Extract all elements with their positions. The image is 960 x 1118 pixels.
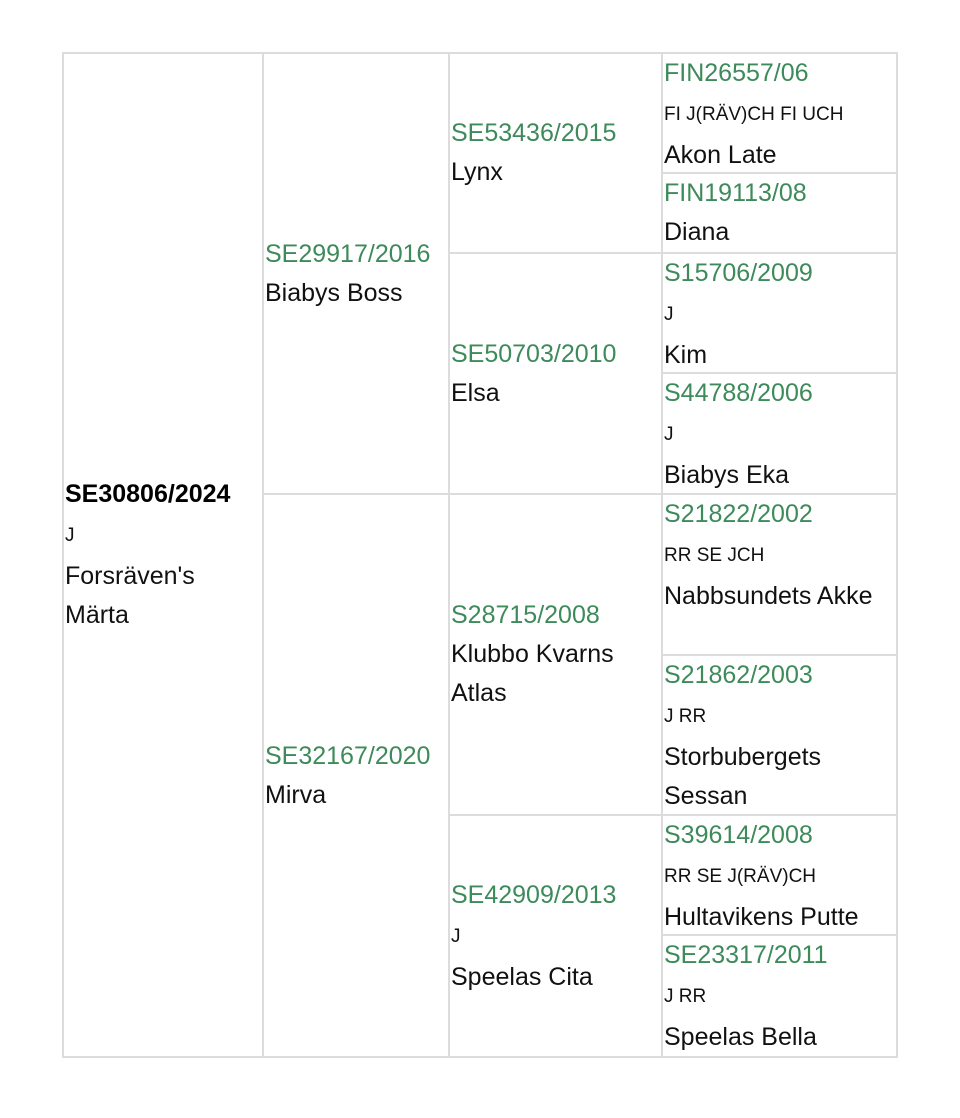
grandparent-name: Klubbo Kvarns Atlas <box>451 640 614 707</box>
dam-cell <box>262 493 450 1058</box>
grandparent-cell <box>448 493 663 816</box>
great-grandparent-cell <box>661 934 898 1058</box>
great-grandparent-title: J RR <box>664 706 707 727</box>
great-grandparent-name: Diana <box>664 218 730 246</box>
great-grandparent-registration-link[interactable]: S44788/2006 <box>664 379 813 407</box>
dog-registration: SE30806/2024 <box>65 480 231 508</box>
great-grandparent-registration-link[interactable]: S21862/2003 <box>664 661 813 689</box>
great-grandparent-cell <box>661 172 898 254</box>
grandparent-registration-link[interactable]: SE50703/2010 <box>451 339 617 368</box>
dog-title: J <box>65 525 75 546</box>
grandparent-name: Elsa <box>451 378 500 407</box>
great-grandparent-name: Hultavikens Putte <box>664 903 859 931</box>
great-grandparent-name: Akon Late <box>664 141 777 169</box>
grandparent-registration-link[interactable]: SE42909/2013 <box>451 880 617 909</box>
sire-registration-link[interactable]: SE29917/2016 <box>265 239 431 268</box>
grandparent-title: J <box>451 925 461 947</box>
great-grandparent-cell <box>661 814 898 936</box>
great-grandparent-registration-link[interactable]: FIN19113/08 <box>664 179 807 207</box>
pedigree-dog-cell <box>62 52 264 1058</box>
great-grandparent-title: RR SE JCH <box>664 545 765 566</box>
great-grandparent-cell <box>661 493 898 656</box>
grandparent-name: Lynx <box>451 158 503 186</box>
great-grandparent-cell <box>661 52 898 174</box>
great-grandparent-title: J RR <box>664 986 707 1007</box>
great-grandparent-registration-link[interactable]: FIN26557/06 <box>664 59 809 87</box>
great-grandparent-registration-link[interactable]: S15706/2009 <box>664 259 813 287</box>
great-grandparent-name: Storbubergets Sessan <box>664 743 822 810</box>
great-grandparent-title: FI J(RÄV)CH FI UCH <box>664 104 844 125</box>
grandparent-cell <box>448 52 663 254</box>
dam-registration-link[interactable]: SE32167/2020 <box>265 741 431 770</box>
sire-cell <box>262 52 450 495</box>
great-grandparent-cell <box>661 372 898 495</box>
great-grandparent-name: Nabbsundets Akke <box>664 582 873 610</box>
great-grandparent-registration-link[interactable]: S39614/2008 <box>664 821 813 849</box>
dam-name: Mirva <box>265 780 327 809</box>
great-grandparent-registration-link[interactable]: S21822/2002 <box>664 500 813 528</box>
great-grandparent-registration-link[interactable]: SE23317/2011 <box>664 941 828 969</box>
grandparent-cell <box>448 814 663 1058</box>
grandparent-cell <box>448 252 663 495</box>
pedigree-table <box>62 52 898 1058</box>
grandparent-registration-link[interactable]: SE53436/2015 <box>451 119 617 147</box>
great-grandparent-title: RR SE J(RÄV)CH <box>664 866 817 887</box>
great-grandparent-name: Kim <box>664 341 708 369</box>
great-grandparent-name: Speelas Bella <box>664 1023 817 1051</box>
sire-name: Biabys Boss <box>265 278 403 307</box>
grandparent-name: Speelas Cita <box>451 962 593 991</box>
great-grandparent-cell <box>661 654 898 816</box>
dog-name: Forsräven's Märta <box>65 562 195 629</box>
grandparent-registration-link[interactable]: S28715/2008 <box>451 601 600 629</box>
great-grandparent-name: Biabys Eka <box>664 461 790 489</box>
great-grandparent-cell <box>661 252 898 374</box>
great-grandparent-title: J <box>664 424 674 445</box>
great-grandparent-title: J <box>664 304 674 325</box>
